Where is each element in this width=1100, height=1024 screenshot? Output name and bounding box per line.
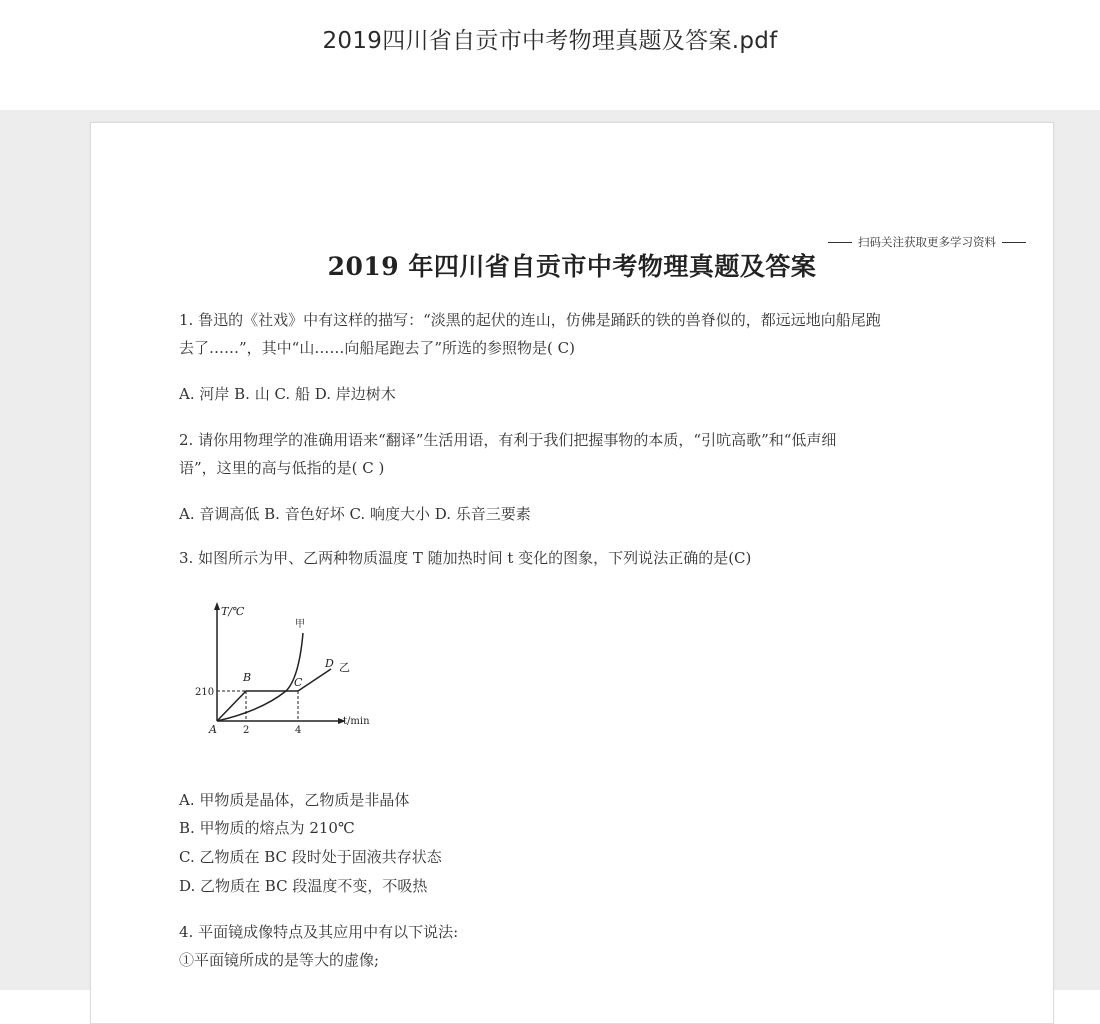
q2-line-2: 语”，这里的高与低指的是( C ) [179, 459, 385, 477]
q4-item-1: ①平面镜所成的是等大的虚像; [179, 951, 380, 969]
x-tick-4: 4 [295, 725, 302, 733]
q4-stem: 4. 平面镜成像特点及其应用中有以下说法: [179, 923, 459, 941]
point-c-label: C [294, 676, 303, 689]
watermark-text: 扫码关注获取更多学习资料 [858, 235, 996, 249]
point-b-label: B [243, 671, 252, 684]
watermark-right-dash [1002, 242, 1026, 243]
q1-line-1: 1. 鲁迅的《社戏》中有这样的描写：“淡黑的起伏的连山，仿佛是踊跃的铁的兽脊似的，都远远地向船尾跑 [179, 311, 881, 329]
document-title: 2019四川省自贡市中考物理真题及答案.pdf [322, 28, 778, 54]
q3-option-c: C. 乙物质在 BC 段时处于固液共存状态 [179, 848, 442, 866]
y-axis-label: T/℃ [221, 605, 245, 618]
series-yi-line [217, 669, 331, 721]
q1-options: A. 河岸 B. 山 C. 船 D. 岸边树木 [179, 385, 396, 403]
pdf-page [90, 122, 1054, 1024]
pdf-viewer[interactable] [0, 110, 1100, 990]
y-axis-arrow [214, 602, 220, 610]
x-axis-label: t/min [343, 716, 370, 727]
q3-option-b: B. 甲物质的熔点为 210℃ [179, 819, 355, 837]
q2-line-1: 2. 请你用物理学的准确用语来“翻译”生活用语，有利于我们把握事物的本质，“引吭高歌”和“低声细 [179, 431, 837, 449]
title-bar [0, 0, 1100, 110]
q3-option-d: D. 乙物质在 BC 段温度不变，不吸热 [179, 877, 428, 895]
paper-title: 2019 年四川省自贡市中考物理真题及答案 [327, 252, 817, 281]
point-d-label: D [325, 657, 334, 670]
series-jia-label: 甲 [295, 619, 305, 630]
series-yi-label: 乙 [339, 661, 350, 674]
q3-option-a: A. 甲物质是晶体，乙物质是非晶体 [179, 791, 410, 809]
y-tick-210: 210 [195, 687, 215, 698]
q1-line-2: 去了……”，其中“山……向船尾跑去了”所选的参照物是( C) [179, 339, 575, 357]
watermark-left-dash [828, 242, 852, 243]
origin-label: A [209, 723, 217, 733]
x-tick-2: 2 [243, 725, 250, 733]
temperature-time-graph [191, 593, 391, 733]
q2-options: A. 音调高低 B. 音色好坏 C. 响度大小 D. 乐音三要素 [179, 505, 531, 523]
q3-stem: 3. 如图所示为甲、乙两种物质温度 T 随加热时间 t 变化的图象，下列说法正确的是(C) [179, 549, 752, 567]
